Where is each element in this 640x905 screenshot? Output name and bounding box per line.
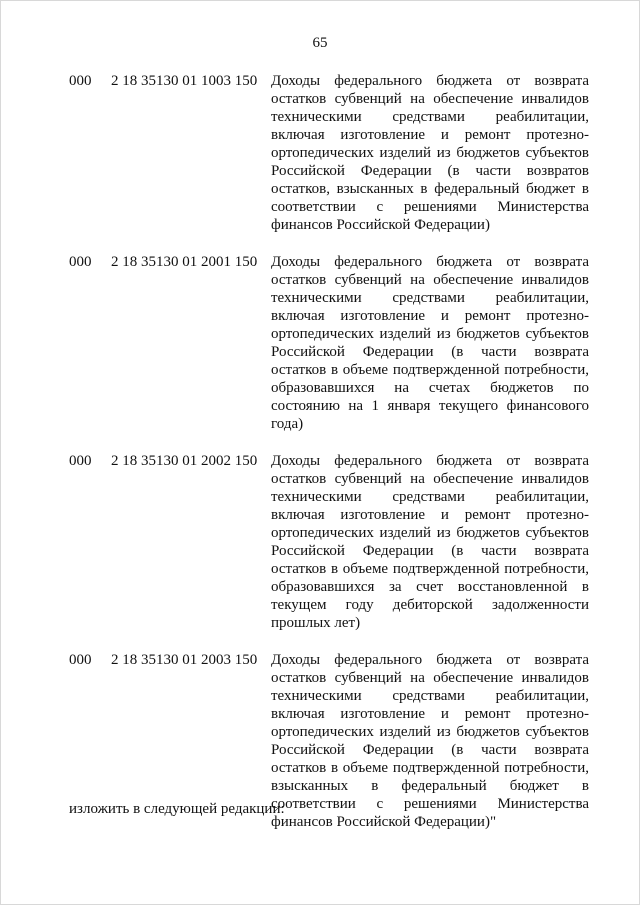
kbk-code: 2 18 35130 01 2003 150: [111, 652, 258, 668]
kbk-code: 2 18 35130 01 2001 150: [111, 254, 258, 270]
entry-description: Доходы федерального бюджета от возврата остатков субвенций на обеспечение инвалидов техническими средствами реабилитации, включая изготовление и ремонт протезно-ортопедических изделий из бюджетов субъектов Российской Федерации (в части возврата остатков в объеме подтвержденной потребности, взысканных в федеральный бюджет в соответствии с решениями Министерства финансов Российской Федерации)": [271, 652, 589, 830]
page-number: 65: [312, 35, 328, 51]
entry-description: Доходы федерального бюджета от возврата остатков субвенций на обеспечение инвалидов техническими средствами реабилитации, включая изготовление и ремонт протезно-ортопедических изделий из бюджетов субъектов Российской Федерации (в части возвратов остатков, взысканных в федеральный бюджет в соответствии с решениями Министерства финансов Российской Федерации): [271, 73, 589, 233]
classification-entries: [0, 72, 640, 850]
closing-text: изложить в следующей редакции:: [69, 801, 285, 817]
admin-code: 000: [69, 652, 92, 668]
entry-description: Доходы федерального бюджета от возврата остатков субвенций на обеспечение инвалидов техническими средствами реабилитации, включая изготовление и ремонт протезно-ортопедических изделий из бюджетов субъектов Российской Федерации (в части возврата остатков в объеме подтвержденной потребности, образовавшихся на счетах бюджетов по состоянию на 1 января текущего финансового года): [271, 254, 589, 432]
entry-row: [0, 452, 640, 632]
kbk-code: 2 18 35130 01 2002 150: [111, 453, 258, 469]
kbk-code: 2 18 35130 01 1003 150: [111, 73, 258, 89]
entry-row: [0, 72, 640, 234]
admin-code: 000: [69, 453, 92, 469]
entry-description: Доходы федерального бюджета от возврата остатков субвенций на обеспечение инвалидов техническими средствами реабилитации, включая изготовление и ремонт протезно-ортопедических изделий из бюджетов субъектов Российской Федерации (в части возврата остатков в объеме подтвержденной потребности, образовавшихся за счет восстановленной в текущем году дебиторской задолженности прошлых лет): [271, 453, 589, 631]
entry-row: [0, 253, 640, 433]
admin-code: 000: [69, 254, 92, 270]
admin-code: 000: [69, 73, 92, 89]
